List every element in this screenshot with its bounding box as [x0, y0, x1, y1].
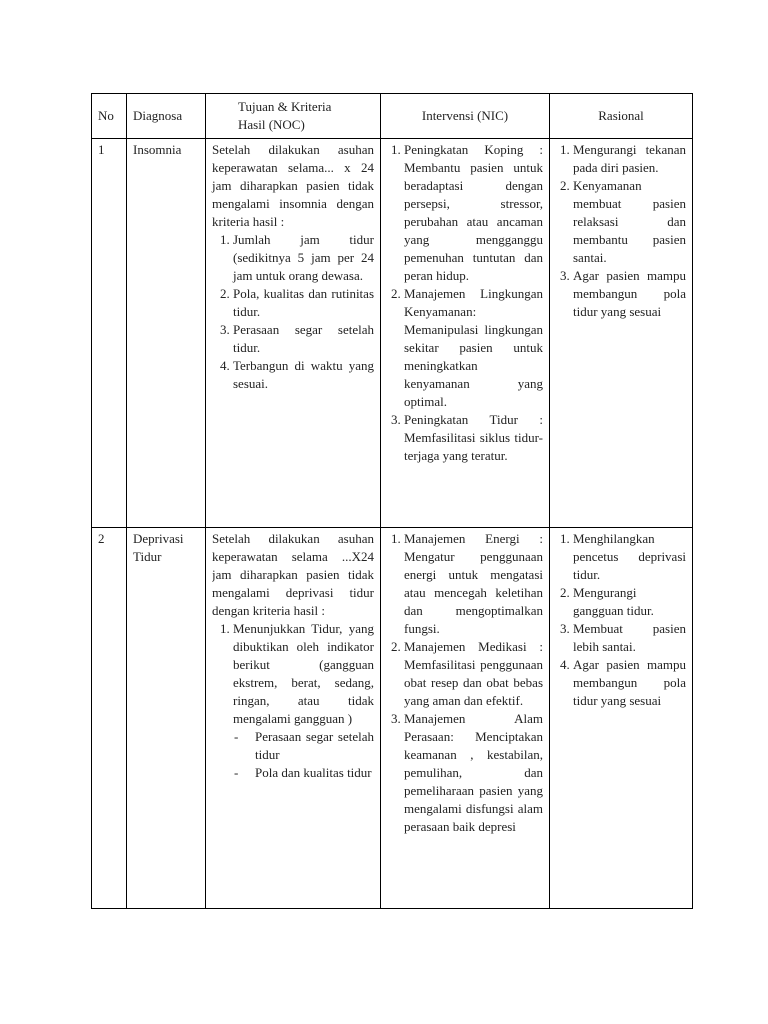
row-diagnosa: Deprivasi Tidur [127, 528, 206, 909]
sublist-item: - Perasaan segar setelah tidur [255, 728, 374, 764]
header-intervensi: Intervensi (NIC) [381, 94, 550, 139]
row-number: 1 [92, 139, 127, 528]
nursing-care-plan-table [91, 93, 693, 909]
row-number: 2 [92, 528, 127, 909]
rasional-list [556, 141, 686, 321]
intervensi-list [387, 141, 543, 465]
list-item: 4. Agar pasien mampu membangun pola tidur yang sesuai [573, 656, 686, 710]
list-item: 3. Membuat pasien lebih santai. [573, 620, 686, 656]
intervensi-list [387, 530, 543, 836]
list-item: 1. Menghilangkan pencetus deprivasi tidur. [573, 530, 686, 584]
header-diagnosa: Diagnosa [127, 94, 206, 139]
rasional-list [556, 530, 686, 710]
row-rasional [550, 528, 693, 909]
list-item: 2. Pola, kualitas dan rutinitas tidur. [233, 285, 374, 321]
list-item: 1. Peningkatan Koping : Membantu pasien untuk beradaptasi dengan persepsi, stressor, perubahan atau ancaman yang mengganggu pemenuhan tuntutan dan peran hidup. [404, 141, 543, 285]
row-tujuan [206, 528, 381, 909]
table-row [92, 139, 693, 528]
list-item: 4. Terbangun di waktu yang sesuai. [233, 357, 374, 393]
row-intervensi [381, 139, 550, 528]
list-item: 1. Manajemen Energi : Mengatur penggunaan energi untuk mengatasi atau mencegah keletihan dan mengoptimalkan fungsi. [404, 530, 543, 638]
tujuan-intro: Setelah dilakukan asuhan keperawatan selama ...X24 jam diharapkan pasien tidak mengalami deprivasi tidur dengan kriteria hasil : [212, 531, 374, 618]
table-row [92, 528, 693, 909]
list-item: 2. Manajemen Lingkungan Kenyamanan: Memanipulasi lingkungan sekitar pasien untuk meningkatkan kenyamanan yang optimal. [404, 285, 543, 411]
sublist-item: - Pola dan kualitas tidur [255, 764, 374, 782]
header-rasional: Rasional [550, 94, 693, 139]
list-item: 3. Perasaan segar setelah tidur. [233, 321, 374, 357]
list-item: 2. Kenyamanan membuat pasien relaksasi dan membantu pasien santai. [573, 177, 686, 267]
row-tujuan [206, 139, 381, 528]
intervensi-cell-content [387, 530, 543, 908]
tujuan-list [212, 231, 374, 393]
tujuan-list [212, 620, 374, 782]
row-diagnosa: Insomnia [127, 139, 206, 528]
list-item: 3. Agar pasien mampu membangun pola tidur yang sesuai [573, 267, 686, 321]
list-item: 3. Manajemen Alam Perasaan: Menciptakan keamanan , kestabilan, pemulihan, dan pemeliharaan pasien yang mengalami disfungsi alam perasaan baik depresi [404, 710, 543, 836]
list-item: 2. Manajemen Medikasi : Memfasilitasi penggunaan obat resep dan obat bebas yang aman dan efektif. [404, 638, 543, 710]
list-item-text: Menunjukkan Tidur, yang dibuktikan oleh indikator berikut (gangguan ekstrem, berat, sedang, ringan, atau tidak mengalami gangguan ) [233, 621, 374, 726]
tujuan-cell-content [212, 530, 374, 908]
row-intervensi [381, 528, 550, 909]
list-item: 3. Peningkatan Tidur : Memfasilitasi siklus tidur-terjaga yang teratur. [404, 411, 543, 465]
row-rasional [550, 139, 693, 528]
tujuan-intro: Setelah dilakukan asuhan keperawatan selama... x 24 jam diharapkan pasien tidak mengalami insomnia dengan kriteria hasil : [212, 142, 374, 229]
list-item: 1. Mengurangi tekanan pada diri pasien. [573, 141, 686, 177]
table-header-row [92, 94, 693, 139]
header-tujuan-label: Tujuan & Kriteria Hasil (NOC) [238, 99, 332, 132]
tujuan-sublist [233, 728, 374, 782]
list-item: 1. Jumlah jam tidur (sedikitnya 5 jam per 24 jam untuk orang dewasa. [233, 231, 374, 285]
header-no: No [92, 94, 127, 139]
list-item [233, 620, 374, 782]
header-tujuan [206, 94, 381, 139]
list-item: 2. Mengurangi gangguan tidur. [573, 584, 686, 620]
